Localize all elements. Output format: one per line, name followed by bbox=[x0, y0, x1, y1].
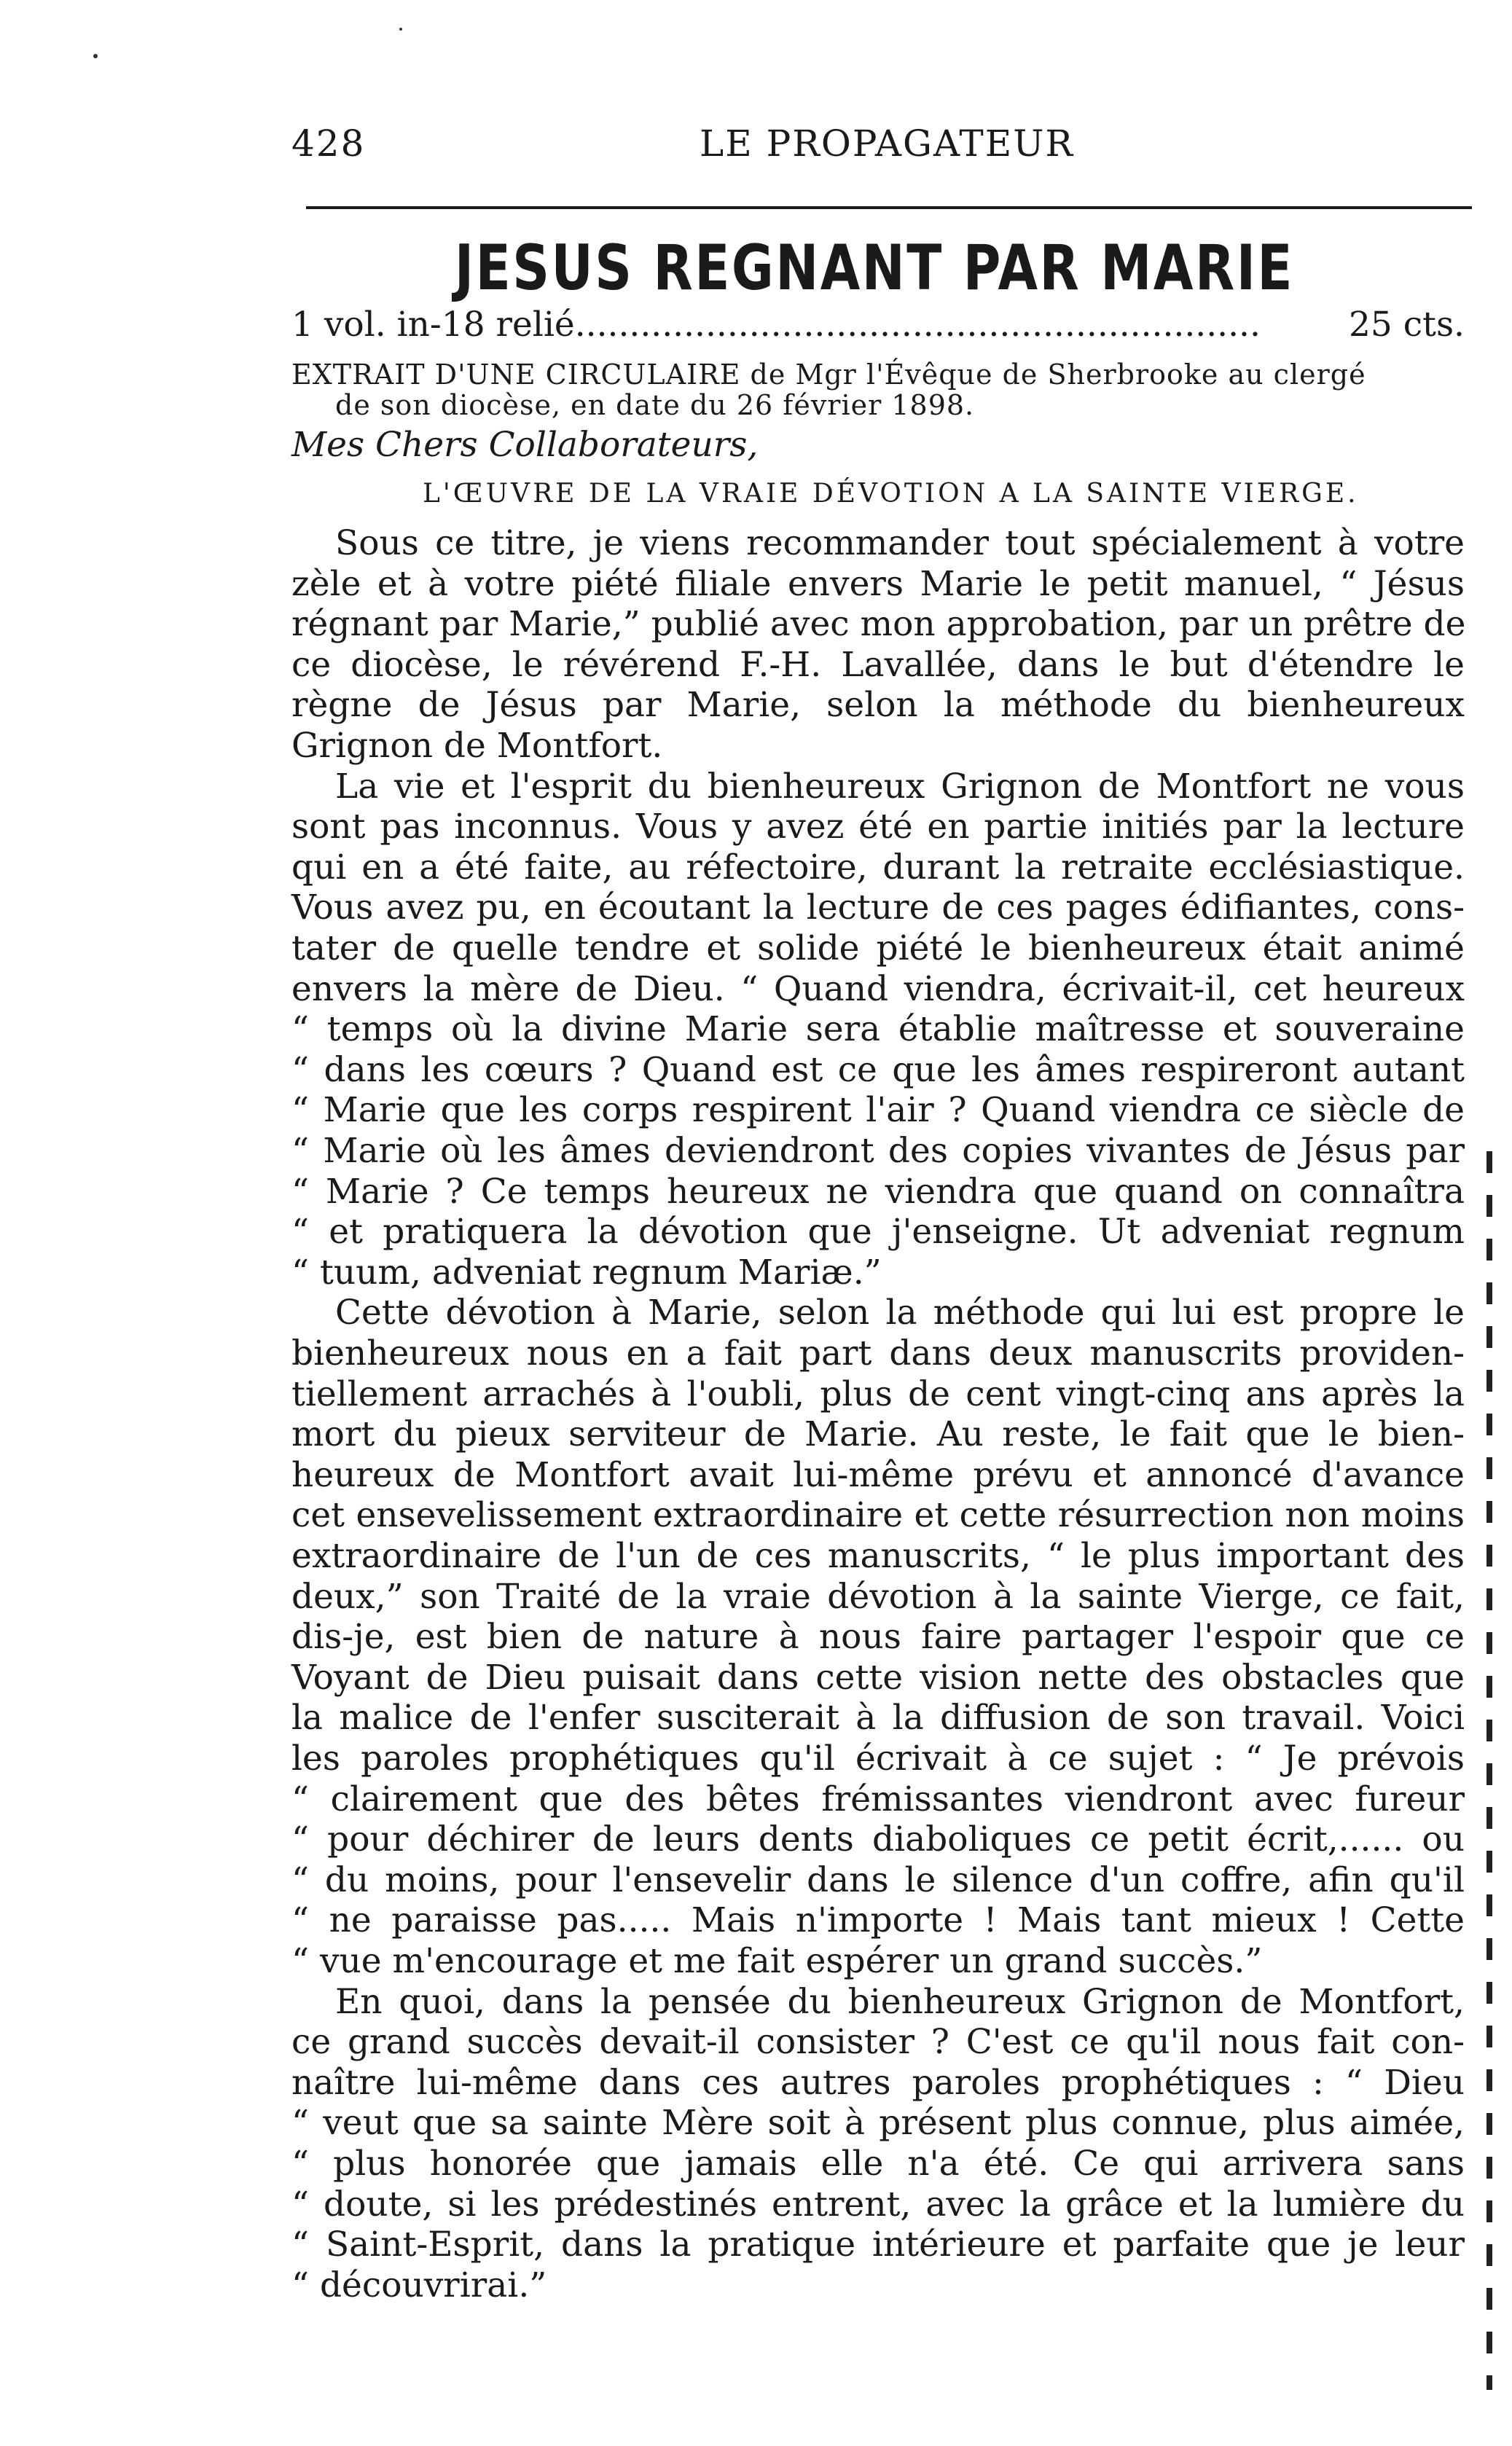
body-line: heureux de Montfort avait lui-même prévu et annoncé d'avance bbox=[291, 1454, 1465, 1495]
ink-speck bbox=[93, 54, 98, 58]
body-line: Grignon de Montfort. bbox=[291, 726, 663, 766]
body-line: “ et pratiquera la dévotion que j'enseigne. Ut adveniat regnum bbox=[291, 1212, 1465, 1253]
body-line: “ doute, si les prédestinés entrent, avec la grâce et la lumière du bbox=[291, 2184, 1465, 2224]
body-line: naître lui-même dans ces autres paroles prophétiques : “ Dieu bbox=[291, 2062, 1465, 2103]
page-number: 428 bbox=[291, 122, 366, 165]
header-rule bbox=[306, 206, 1472, 209]
body-line: “ Marie où les âmes deviendront des copies vivantes de Jésus par bbox=[291, 1131, 1465, 1171]
body-line: règne de Jésus par Marie, selon la méthode du bienheureux bbox=[291, 685, 1465, 726]
volume-description: 1 vol. in-18 relié bbox=[291, 305, 575, 345]
body-line: “ pour déchirer de leurs dents diaboliques ce petit écrit,...... ou bbox=[291, 1819, 1465, 1860]
body-line: zèle et à votre piété filiale envers Marie le petit manuel, “ Jésus bbox=[291, 563, 1465, 604]
body-line: La vie et l'esprit du bienheureux Grignon de Montfort ne vous bbox=[335, 766, 1465, 807]
extract-line: de son diocèse, en date du 26 février 1898. bbox=[335, 389, 975, 421]
body-line: ce grand succès devait-il consister ? C'est ce qu'il nous fait con- bbox=[291, 2022, 1465, 2063]
body-line: “ veut que sa sainte Mère soit à présent plus connue, plus aimée, bbox=[291, 2103, 1465, 2144]
body-line: tiellement arrachés à l'oubli, plus de cent vingt-cinq ans après la bbox=[291, 1373, 1465, 1414]
body-line: sont pas inconnus. Vous y avez été en partie initiés par la lecture bbox=[291, 807, 1465, 847]
body-line: envers la mère de Dieu. “ Quand viendra, écrivait-il, cet heureux bbox=[291, 968, 1465, 1009]
body-line: Sous ce titre, je viens recommander tout spécialement à votre bbox=[335, 523, 1465, 563]
subheading: L'ŒUVRE DE LA VRAIE DÉVOTION A LA SAINTE VIERGE. bbox=[423, 479, 1359, 509]
volume-line bbox=[291, 305, 1465, 345]
body-line: “ clairement que des bêtes frémissantes viendront avec fureur bbox=[291, 1779, 1465, 1819]
body-line: “ dans les cœurs ? Quand est ce que les âmes respireront autant bbox=[291, 1049, 1465, 1090]
body-line: Vous avez pu, en écoutant la lecture de ces pages édifiantes, cons- bbox=[291, 887, 1465, 928]
running-header bbox=[291, 122, 1457, 173]
body-line: tater de quelle tendre et solide piété le bienheureux était animé bbox=[291, 928, 1465, 968]
body-line: “ découvrirai.” bbox=[291, 2265, 547, 2305]
body-line: deux,” son Traité de la vraie dévotion à la sainte Vierge, ce fait, bbox=[291, 1576, 1465, 1617]
body-line: la malice de l'enfer susciterait à la diffusion de son travail. Voici bbox=[291, 1698, 1465, 1739]
body-line: extraordinaire de l'un de ces manuscrits, “ le plus important des bbox=[291, 1536, 1465, 1576]
body-line: bienheureux nous en a fait part dans deux manuscrits providen- bbox=[291, 1333, 1465, 1373]
salutation: Mes Chers Collaborateurs, bbox=[291, 425, 759, 465]
page-edge-shadow bbox=[1486, 1151, 1492, 2390]
volume-price: 25 cts. bbox=[1348, 305, 1465, 345]
body-line: “ Saint-Esprit, dans la pratique intérieure et parfaite que je leur bbox=[291, 2224, 1465, 2265]
running-title: LE PROPAGATEUR bbox=[700, 122, 1074, 165]
body-line: mort du pieux serviteur de Marie. Au reste, le fait que le bien- bbox=[291, 1414, 1465, 1455]
body-line: régnant par Marie,” publié avec mon approbation, par un prêtre de bbox=[291, 604, 1466, 645]
body-line: qui en a été faite, au réfectoire, durant la retraite ecclésiastique. bbox=[291, 847, 1465, 887]
body-line: “ Marie que les corps respirent l'air ? Quand viendra ce siècle de bbox=[291, 1090, 1465, 1131]
body-line: dis-je, est bien de nature à nous faire partager l'espoir que ce bbox=[291, 1617, 1465, 1658]
body-line: ce diocèse, le révérend F.-H. Lavallée, dans le but d'étendre le bbox=[291, 644, 1465, 685]
body-line: cet ensevelissement extraordinaire et cette résurrection non moins bbox=[291, 1495, 1465, 1536]
ink-speck bbox=[399, 28, 402, 31]
dot-leader: ............................................................... bbox=[574, 305, 1261, 345]
body-line: “ temps où la divine Marie sera établie maîtresse et souveraine bbox=[291, 1009, 1465, 1050]
body-line: les paroles prophétiques qu'il écrivait à ce sujet : “ Je prévois bbox=[291, 1739, 1465, 1779]
body-line: En quoi, dans la pensée du bienheureux Grignon de Montfort, bbox=[335, 1981, 1465, 2022]
extract-line: EXTRAIT D'UNE CIRCULAIRE de Mgr l'Évêque de Sherbrooke au clergé bbox=[291, 358, 1366, 391]
body-line: “ du moins, pour l'ensevelir dans le silence d'un coffre, afin qu'il bbox=[291, 1859, 1465, 1900]
body-line: Cette dévotion à Marie, selon la méthode qui lui est propre le bbox=[335, 1293, 1465, 1333]
body-line: “ plus honorée que jamais elle n'a été. Ce qui arrivera sans bbox=[291, 2144, 1465, 2184]
article-title: JESUS REGNANT PAR MARIE bbox=[454, 232, 1295, 305]
body-line: “ ne paraisse pas..... Mais n'importe ! Mais tant mieux ! Cette bbox=[291, 1900, 1465, 1941]
body-line: “ tuum, adveniat regnum Mariæ.” bbox=[291, 1252, 882, 1293]
body-line: “ vue m'encourage et me fait espérer un grand succès.” bbox=[291, 1941, 1263, 1981]
body-line: Voyant de Dieu puisait dans cette vision nette des obstacles que bbox=[291, 1657, 1465, 1698]
body-line: “ Marie ? Ce temps heureux ne viendra que quand on connaîtra bbox=[291, 1171, 1465, 1212]
